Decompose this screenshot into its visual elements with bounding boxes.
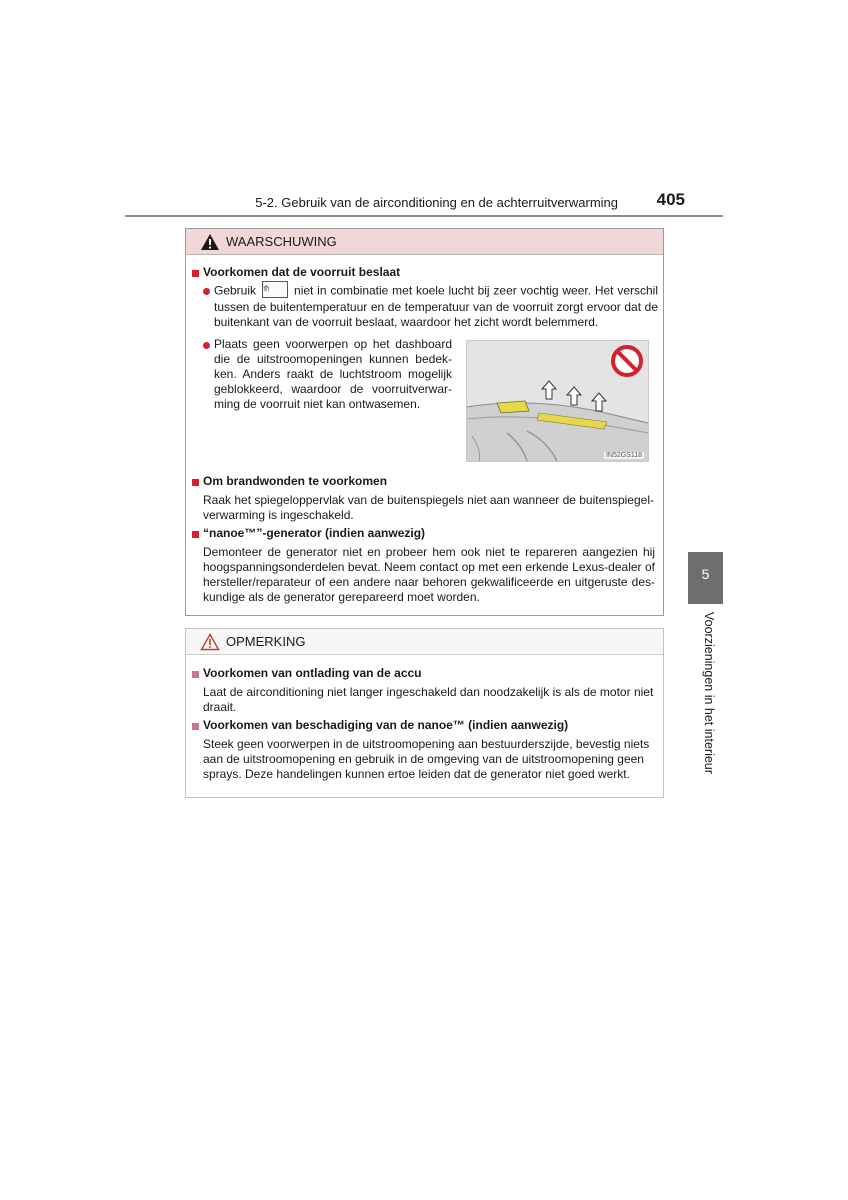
section-heading: Voorkomen dat de voorruit beslaat bbox=[203, 265, 401, 279]
dashboard-illustration bbox=[466, 340, 649, 462]
section-body: Laat de airconditioning niet langer ingeschakeld dan noodzakelijk is als de motor niet draait. bbox=[203, 685, 654, 714]
section-heading: Voorkomen van ontlading van de accu bbox=[203, 666, 422, 680]
section-heading: “nanoe™”-generator (indien aanwezig) bbox=[203, 526, 426, 540]
list-item: Plaats geen voorwerpen op het dashboard die de uitstroomopeningen kunnen bedek- ken. Anders raakt de luchtstroom mogelijk geblokkeerd, waardoor de voorruitverwar- ming de voorruit niet kan ontwasemen. bbox=[214, 337, 452, 411]
chapter-number: 5 bbox=[701, 566, 710, 582]
section-bullet-icon bbox=[192, 723, 199, 730]
section-bullet-icon bbox=[192, 270, 199, 277]
warning-header bbox=[186, 229, 663, 255]
list-bullet-icon bbox=[203, 288, 210, 295]
section-heading: Om brandwonden te voorkomen bbox=[203, 474, 388, 488]
section-bullet-icon bbox=[192, 479, 199, 486]
note-title: OPMERKING bbox=[226, 634, 306, 649]
section-heading: Voorkomen van beschadiging van de nanoe™ (indien aanwezig) bbox=[203, 718, 569, 732]
chapter-title: Voorzieningen in het interieur bbox=[702, 612, 716, 774]
warning-triangle-icon bbox=[200, 233, 220, 251]
note-box bbox=[185, 628, 664, 798]
section-body: Demonteer de generator niet en probeer hem ook niet te repareren aangezien hij hoogspanningsonderdelen bevat. Neem contact op met een erkende Lexus-dealer of hersteller/reparateur of een andere naar behoren gekwalificeerde en uitgeruste des- kundige als de generator gerepareerd moet worden. bbox=[203, 545, 655, 604]
warning-box bbox=[185, 228, 664, 616]
warning-title: WAARSCHUWING bbox=[226, 234, 337, 249]
chapter-tab bbox=[688, 552, 723, 604]
windshield-defogger-icon: ⟰ bbox=[262, 281, 288, 298]
section-bullet-icon bbox=[192, 671, 199, 678]
section-bullet-icon bbox=[192, 531, 199, 538]
illustration-code: IN52GS118 bbox=[605, 452, 642, 459]
note-header bbox=[186, 629, 663, 655]
list-item: Gebruik ⟰ niet in combinatie met koele lucht bij zeer vochtig weer. Het verschil tussen de buitentemperatuur en de temperatuur van de voorruit zorgt ervoor dat de buitenkant van de voorruit beslaat, waardoor het zicht wordt belemmerd. bbox=[214, 283, 658, 330]
list-bullet-icon bbox=[203, 342, 210, 349]
caution-triangle-icon bbox=[200, 633, 220, 651]
section-body: Steek geen voorwerpen in de uitstroomopening aan bestuurderszijde, bevestig niets aan de uitstroomopening en gebruik in de omgeving van de uitstroomopening geen sprays. Deze handelingen kunnen ertoe leiden dat de generator niet goed werkt. bbox=[203, 737, 650, 781]
dashboard-drawing bbox=[467, 341, 648, 461]
header-rule bbox=[125, 215, 723, 217]
section-title: 5-2. Gebruik van de airconditioning en de achterruitverwarming bbox=[255, 195, 618, 210]
page-number: 405 bbox=[656, 190, 685, 209]
section-body: Raak het spiegeloppervlak van de buitenspiegels niet aan wanneer de buitenspiegel- verwarming is ingeschakeld. bbox=[203, 493, 654, 522]
